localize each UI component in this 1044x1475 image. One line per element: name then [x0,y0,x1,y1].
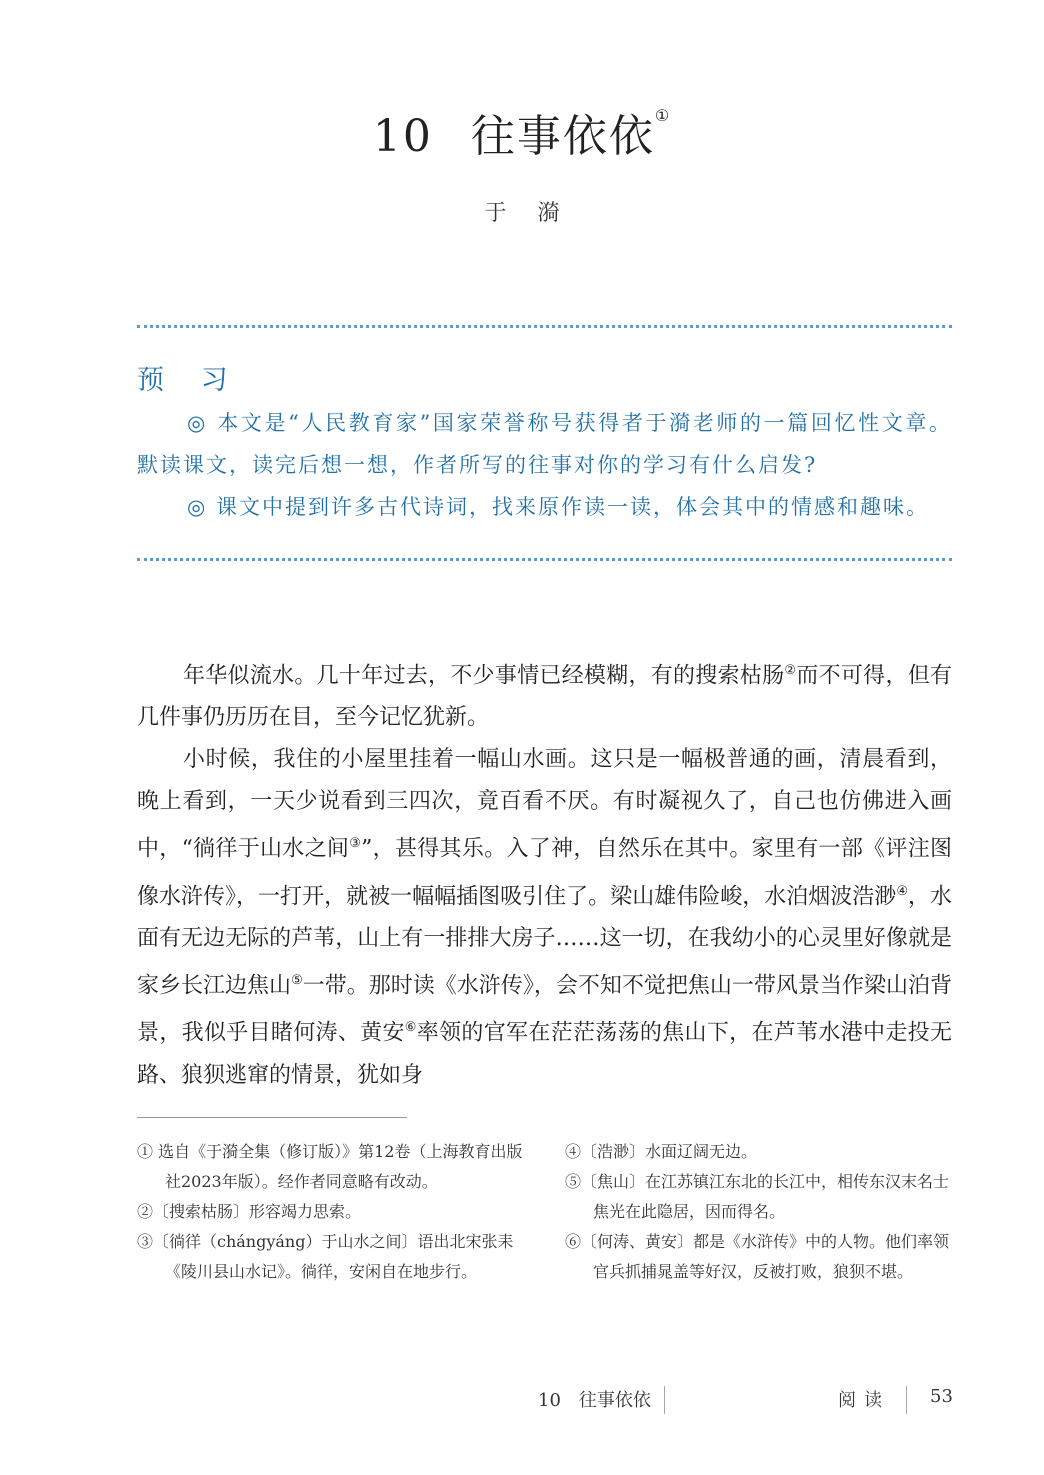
footer-section: 阅读 [838,1390,890,1411]
text-run: 小时候，我住的小屋里挂着一幅山水画。这只是一幅极普通的画，清晨看到，晚上看到，一天少说看到三四次，竟百看不厌。有时凝视久了，自己也仿佛进入画中，“徜徉于山水之间 [137,747,952,862]
title-footnote-mark: ① [654,106,672,125]
page-footer [0,1386,1044,1416]
footnote: ④〔浩渺〕水面辽阔无边。 [565,1142,758,1161]
footer-divider [906,1386,907,1414]
lesson-title-text: 往事依依 [470,111,655,162]
footnote-ref: ③ [349,836,362,852]
preview-bottom-divider [137,558,952,561]
footnote: ③〔徜徉（chángyáng）于山水之间〕语出北宋张耒《陵川县山水记》。徜徉，安闲自在地步行。 [137,1232,514,1281]
preview-item: ◎ 本文是“人民教育家”国家荣誉称号获得者于漪老师的一篇回忆性文章。默读课文，读完后想一想，作者所写的往事对你的学习有什么启发? [137,411,952,477]
lesson-number: 10 [372,111,433,162]
text-run: 年华似流水。几十年过去，不少事情已经模糊，有的搜索枯肠 [183,663,785,689]
footnote: ②〔搜索枯肠〕形容竭力思索。 [137,1202,362,1221]
preview-heading: 预 习 [137,365,242,396]
footnote-ref: ⑥ [404,1020,417,1036]
author-name: 于 漪 [484,201,560,226]
footnotes-left-column [137,1137,527,1287]
footnote-ref: ⑤ [291,972,303,988]
footer-chapter: 10 往事依依 [538,1390,651,1411]
text-run: 而不可得，但有几件事仍历历在目，至今记忆犹新。 [137,663,952,731]
footnote: ⑤〔焦山〕在江苏镇江东北的长江中，相传东汉末名士焦光在此隐居，因而得名。 [565,1172,950,1221]
preview-item: ◎ 课文中提到许多古代诗词，找来原作读一读，体会其中的情感和趣味。 [187,495,929,519]
text-run: 一带。那时读《水浒传》，会不知不觉把焦山一带风景当作梁山泊背景，我似乎目睹何涛、黄安 [137,973,952,1046]
paragraph [137,650,952,739]
preview-top-divider [137,325,952,328]
footnote-ref: ④ [896,883,908,899]
main-text [137,650,952,1097]
text-run: 率领的官军在茫茫荡荡的焦山下，在芦苇水港中走投无路、狼狈逃窜的情景，犹如身 [137,1020,952,1088]
lesson-title [0,100,1044,164]
page-number: 53 [930,1386,953,1407]
footer-divider [664,1386,665,1414]
footnote: ① 选自《于漪全集（修订版）》第12卷（上海教育出版社2023年版）。经作者同意略有改动。 [137,1142,523,1191]
footnotes-right-column [565,1137,952,1287]
preview-body [137,402,952,528]
text-run: ”，甚得其乐。入了神，自然乐在其中。家里有一部《评注图像水浒传》，一打开，就被一幅幅插图吸引住了。梁山雄伟险峻，水泊烟波浩渺 [137,836,953,909]
footnote-rule [137,1117,407,1118]
paragraph [137,739,952,1096]
footnote: ⑥〔何涛、黄安〕都是《水浒传》中的人物。他们率领官兵抓捕晁盖等好汉，反被打败，狼狈不堪。 [565,1232,950,1281]
text-run: ，水面有无边无际的芦苇，山上有一排排大房子……这一切，在我幼小的心灵里好像就是家乡长江边焦山 [137,883,952,999]
footnote-ref: ② [784,663,797,678]
